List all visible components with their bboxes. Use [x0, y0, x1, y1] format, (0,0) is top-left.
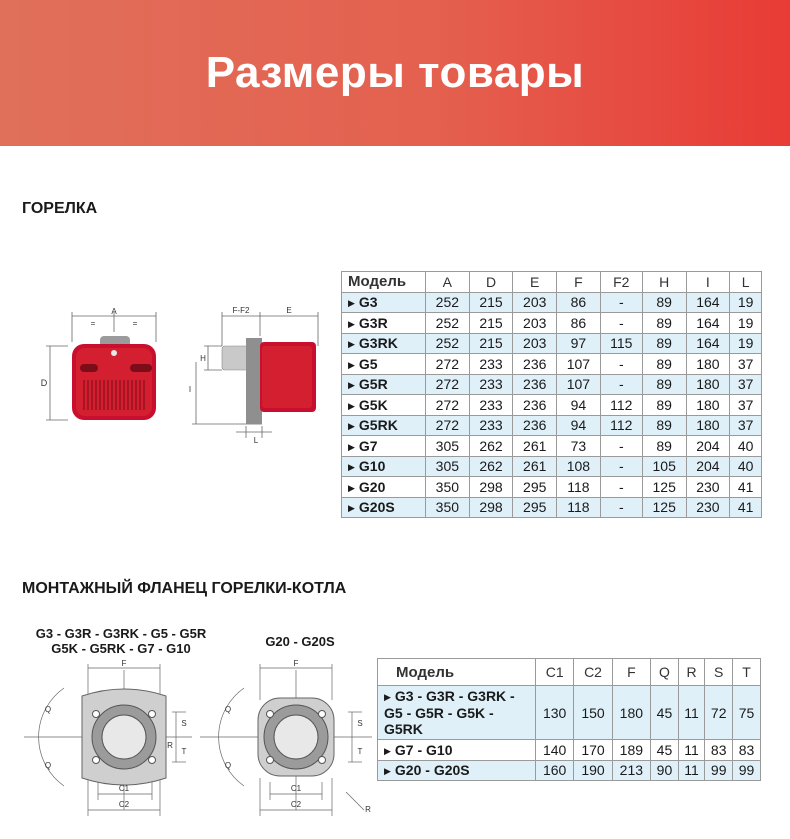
table-cell: 190	[574, 760, 612, 781]
table-cell: 180	[612, 686, 650, 740]
model-cell: ▶ G5RK	[342, 415, 426, 436]
table-cell: 236	[513, 374, 557, 395]
table-cell: 108	[557, 456, 601, 477]
table-cell: 180	[686, 354, 730, 375]
model-cell: ▶ G3RK	[342, 333, 426, 354]
table-cell: 89	[642, 395, 686, 416]
table-cell: -	[600, 477, 642, 498]
header-banner	[0, 0, 790, 146]
table-cell: 204	[686, 456, 730, 477]
table-cell: 252	[426, 292, 470, 313]
dim-d-label: D	[40, 378, 48, 388]
table-cell: 261	[513, 456, 557, 477]
table-cell: 160	[536, 760, 574, 781]
column-header: R	[678, 659, 704, 686]
table-cell: 180	[686, 415, 730, 436]
table-cell: 86	[557, 292, 601, 313]
column-header: Модель	[378, 659, 536, 686]
table-cell: 204	[686, 436, 730, 457]
table-cell: 233	[469, 374, 513, 395]
table-row	[342, 456, 762, 477]
triangle-right-icon: ▶	[348, 359, 355, 370]
burner-section-title: ГОРЕЛКА	[22, 200, 98, 217]
triangle-right-icon: ▶	[348, 503, 355, 514]
table-row	[342, 497, 762, 518]
model-cell: ▶ G3R	[342, 313, 426, 334]
table-cell: 164	[686, 292, 730, 313]
table-cell: 89	[642, 354, 686, 375]
table-cell: -	[600, 292, 642, 313]
table-cell: 125	[642, 497, 686, 518]
table-cell: 170	[574, 740, 612, 761]
table-cell: 213	[612, 760, 650, 781]
triangle-right-icon: ▶	[348, 380, 355, 391]
dim-i-label: I	[188, 385, 192, 394]
table-cell: -	[600, 374, 642, 395]
flange-b-t-label: T	[357, 747, 363, 756]
table-row	[342, 395, 762, 416]
triangle-right-icon: ▶	[348, 482, 355, 493]
table-cell: 230	[686, 497, 730, 518]
flange-b-c2-label: C2	[290, 800, 302, 809]
table-cell: 112	[600, 395, 642, 416]
column-header: E	[513, 272, 557, 293]
column-header: F	[612, 659, 650, 686]
model-cell: ▶ G3 - G3R - G3RK - G5 - G5R - G5K - G5RK	[378, 686, 536, 740]
table-cell: 94	[557, 395, 601, 416]
table-cell: -	[600, 456, 642, 477]
table-cell: 89	[642, 374, 686, 395]
triangle-right-icon: ▶	[348, 421, 355, 432]
column-header: L	[730, 272, 762, 293]
flange-section-title: МОНТАЖНЫЙ ФЛАНЕЦ ГОРЕЛКИ-КОТЛА	[22, 580, 347, 597]
table-cell: -	[600, 313, 642, 334]
table-cell: 272	[426, 415, 470, 436]
table-cell: 252	[426, 333, 470, 354]
flange-dimensions-table	[377, 658, 761, 781]
column-header: Модель	[342, 272, 426, 293]
flange-b-f-label: F	[293, 660, 299, 668]
table-cell: 236	[513, 415, 557, 436]
table-cell: 130	[536, 686, 574, 740]
table-cell: 40	[730, 436, 762, 457]
table-cell: 215	[469, 292, 513, 313]
dim-eq-right: =	[132, 319, 138, 328]
table-cell: 19	[730, 333, 762, 354]
flange-group-b-label: G20 - G20S	[265, 634, 335, 649]
column-header: T	[733, 659, 761, 686]
column-header: H	[642, 272, 686, 293]
table-cell: 180	[686, 374, 730, 395]
flange-a-f-label: F	[121, 660, 127, 668]
column-header: Q	[651, 659, 679, 686]
table-cell: 41	[730, 477, 762, 498]
triangle-right-icon: ▶	[384, 766, 391, 777]
table-header-row	[342, 272, 762, 293]
table-cell: 72	[705, 686, 733, 740]
table-cell: 298	[469, 477, 513, 498]
table-row	[342, 436, 762, 457]
table-cell: 272	[426, 374, 470, 395]
table-cell: 105	[642, 456, 686, 477]
table-cell: 180	[686, 395, 730, 416]
table-cell: 89	[642, 333, 686, 354]
table-cell: 107	[557, 354, 601, 375]
table-cell: 19	[730, 313, 762, 334]
group-a-line1: G3 - G3R - G3RK - G5 - G5R	[35, 626, 207, 641]
table-cell: 295	[513, 497, 557, 518]
table-cell: 295	[513, 477, 557, 498]
table-cell: 37	[730, 395, 762, 416]
table-cell: 99	[705, 760, 733, 781]
table-row	[342, 415, 762, 436]
table-cell: 262	[469, 456, 513, 477]
table-cell: 298	[469, 497, 513, 518]
table-cell: 19	[730, 292, 762, 313]
table-cell: 75	[733, 686, 761, 740]
dim-ff2-label: F-F2	[232, 306, 250, 315]
table-cell: 97	[557, 333, 601, 354]
column-header: C1	[536, 659, 574, 686]
column-header: D	[469, 272, 513, 293]
table-cell: 89	[642, 436, 686, 457]
table-cell: 203	[513, 313, 557, 334]
table-cell: 37	[730, 415, 762, 436]
table-row	[342, 354, 762, 375]
model-cell: ▶ G20 - G20S	[378, 760, 536, 781]
table-cell: 140	[536, 740, 574, 761]
model-cell: ▶ G20	[342, 477, 426, 498]
triangle-right-icon: ▶	[348, 462, 355, 473]
column-header: F	[557, 272, 601, 293]
table-cell: 164	[686, 333, 730, 354]
table-cell: 11	[678, 760, 704, 781]
table-row	[342, 313, 762, 334]
table-cell: 233	[469, 395, 513, 416]
flange-a-r-label: R	[167, 741, 173, 750]
triangle-right-icon: ▶	[384, 692, 391, 702]
table-cell: 215	[469, 313, 513, 334]
table-cell: 89	[642, 292, 686, 313]
table-cell: 11	[678, 686, 704, 740]
model-cell: ▶ G20S	[342, 497, 426, 518]
table-row	[342, 292, 762, 313]
table-cell: 86	[557, 313, 601, 334]
table-row	[342, 374, 762, 395]
table-cell: 94	[557, 415, 601, 436]
triangle-right-icon: ▶	[384, 745, 391, 756]
table-cell: 350	[426, 477, 470, 498]
dim-a-label: A	[111, 307, 117, 316]
table-cell: 252	[426, 313, 470, 334]
flange-a-q-bottom: Q	[44, 761, 52, 770]
group-a-line2: G5K - G5RK - G7 - G10	[51, 641, 191, 656]
table-cell: 261	[513, 436, 557, 457]
model-cell: ▶ G5	[342, 354, 426, 375]
table-cell: 233	[469, 354, 513, 375]
table-cell: 118	[557, 477, 601, 498]
table-cell: -	[600, 497, 642, 518]
table-row	[342, 333, 762, 354]
dim-e-label: E	[286, 306, 292, 315]
flange-group-a-label	[16, 626, 226, 656]
table-cell: 272	[426, 354, 470, 375]
triangle-right-icon: ▶	[348, 339, 355, 350]
dim-h-label: H	[200, 354, 206, 363]
flange-a-t-label: T	[181, 747, 187, 756]
table-cell: 45	[651, 740, 679, 761]
flange-b-c1-label: C1	[290, 784, 302, 793]
triangle-right-icon: ▶	[348, 318, 355, 329]
column-header: I	[686, 272, 730, 293]
table-cell: 203	[513, 292, 557, 313]
table-cell: 37	[730, 354, 762, 375]
model-cell: ▶ G5R	[342, 374, 426, 395]
table-cell: 112	[600, 415, 642, 436]
table-cell: 115	[600, 333, 642, 354]
table-row	[378, 760, 761, 781]
table-cell: 89	[642, 313, 686, 334]
column-header: S	[705, 659, 733, 686]
table-cell: 236	[513, 395, 557, 416]
model-cell: ▶ G7 - G10	[378, 740, 536, 761]
flange-b-s-label: S	[357, 719, 363, 728]
table-cell: 41	[730, 497, 762, 518]
table-row	[378, 686, 761, 740]
table-cell: 90	[651, 760, 679, 781]
table-cell: 272	[426, 395, 470, 416]
table-cell: 305	[426, 456, 470, 477]
table-cell: -	[600, 354, 642, 375]
column-header: C2	[574, 659, 612, 686]
burner-side-diagram	[186, 306, 326, 444]
flange-b-r-label: R	[365, 805, 371, 814]
flange-a-s-label: S	[181, 719, 187, 728]
triangle-right-icon: ▶	[348, 298, 355, 309]
triangle-right-icon: ▶	[348, 441, 355, 452]
dim-l-label: L	[253, 436, 259, 444]
dim-eq-left: =	[90, 319, 96, 328]
table-row	[378, 740, 761, 761]
table-cell: 236	[513, 354, 557, 375]
table-cell: 262	[469, 436, 513, 457]
table-cell: 215	[469, 333, 513, 354]
model-cell: ▶ G10	[342, 456, 426, 477]
table-cell: 164	[686, 313, 730, 334]
table-cell: 233	[469, 415, 513, 436]
column-header: F2	[600, 272, 642, 293]
flange-b-q-top: Q	[224, 705, 232, 714]
model-cell: ▶ G3	[342, 292, 426, 313]
table-cell: 350	[426, 497, 470, 518]
page-title: Размеры товары	[205, 48, 585, 97]
table-cell: 45	[651, 686, 679, 740]
table-cell: 83	[733, 740, 761, 761]
table-cell: 305	[426, 436, 470, 457]
flange-diagram-b	[196, 660, 376, 822]
table-header-row	[378, 659, 761, 686]
table-cell: 40	[730, 456, 762, 477]
table-cell: 230	[686, 477, 730, 498]
flange-diagram-a	[20, 660, 196, 822]
flange-a-c1-label: C1	[118, 784, 130, 793]
burner-front-diagram	[38, 306, 170, 430]
model-cell: ▶ G5K	[342, 395, 426, 416]
table-cell: 203	[513, 333, 557, 354]
table-row	[342, 477, 762, 498]
flange-a-c2-label: C2	[118, 800, 130, 809]
table-cell: 73	[557, 436, 601, 457]
flange-a-q-top: Q	[44, 705, 52, 714]
flange-b-q-bottom: Q	[224, 761, 232, 770]
table-cell: 125	[642, 477, 686, 498]
model-cell: ▶ G7	[342, 436, 426, 457]
column-header: A	[426, 272, 470, 293]
table-cell: 107	[557, 374, 601, 395]
table-cell: 89	[642, 415, 686, 436]
burner-dimensions-table	[341, 271, 762, 518]
table-cell: 99	[733, 760, 761, 781]
table-cell: 37	[730, 374, 762, 395]
table-cell: 118	[557, 497, 601, 518]
table-cell: -	[600, 436, 642, 457]
table-cell: 189	[612, 740, 650, 761]
table-cell: 11	[678, 740, 704, 761]
table-cell: 83	[705, 740, 733, 761]
table-cell: 150	[574, 686, 612, 740]
triangle-right-icon: ▶	[348, 400, 355, 411]
